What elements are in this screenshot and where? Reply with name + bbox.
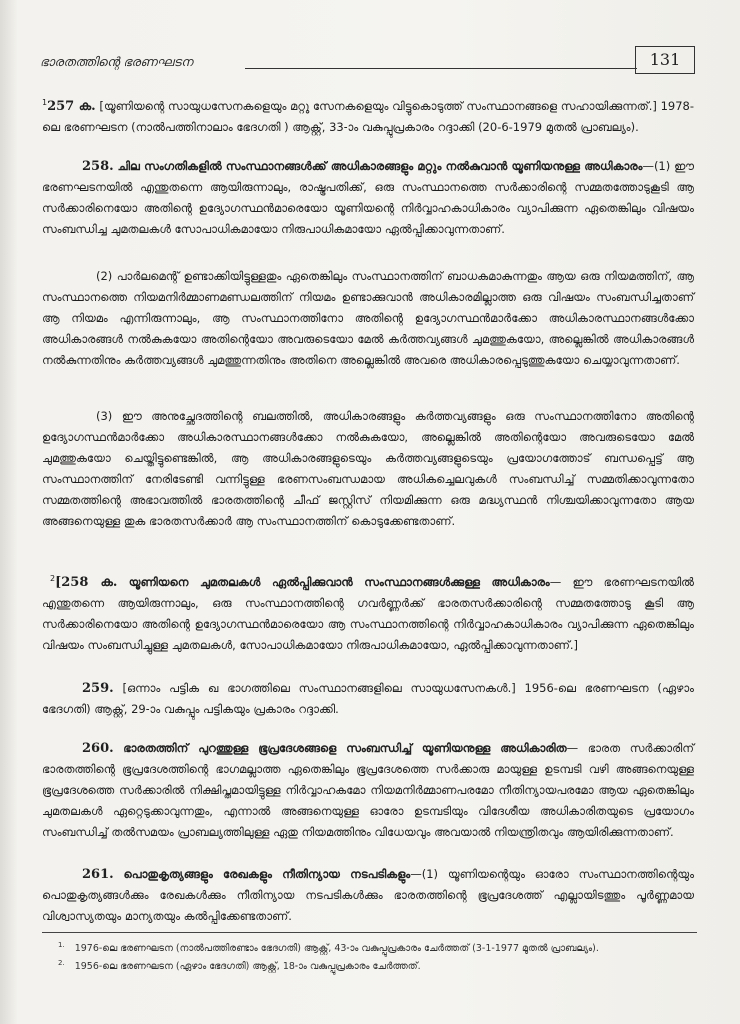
article-number: [258 ക. xyxy=(55,574,118,590)
article-258a xyxy=(42,568,694,656)
clause-text: (2) പാർലമെന്റ് ഉണ്ടാക്കിയിട്ടുള്ളതും ഏതെങ്കിലും സംസ്ഥാനത്തിന് ബാധകമാകുന്നതും ആയ ഒരു നിയമത്തിന്, ആ സംസ്ഥാനത്തെ നിയമനിർമ്മാണമണ്ഡലത്തിന് നിയമം ഉണ്ടാക്കുവാൻ അധികാരമില്ലാത്ത ഒരു വിഷയം സംബന്ധിച്ചതാണ് ആ നിയമം എന്നിരുന്നാലും, ആ സംസ്ഥാനത്തിനോ അതിന്റെ ഉദ്യോഗസ്ഥൻമാർക്കോ അധികാരസ്ഥാനങ്ങൾക്കോ അധികാരങ്ങൾ നൽകുകയോ അതിന്റെയോ അവരുടെയോ മേൽ കർത്തവ്യങ്ങൾ ചുമത്തുകയോ, അല്ലെങ്കിൽ അധികാരങ്ങൾ നൽകുന്നതിനും കർത്തവ്യങ്ങൾ ചുമത്തുന്നതിനും അതിനെ അല്ലെങ്കിൽ അവരെ അധികാരപ്പെടുത്തുകയോ ചെയ്യാവുന്നതാണ്. xyxy=(42,269,694,367)
article-number: 261. xyxy=(82,867,114,882)
clause-258-2 xyxy=(42,266,694,371)
running-head: ഭാരതത്തിന്റെ ഭരണഘടന xyxy=(40,54,193,69)
article-text: — ഭാരത സർക്കാരിന് ഭാരതത്തിന്റെ ഭൂപ്രദേശത്തിന്റെ ഭാഗമല്ലാത്ത ഏതെങ്കിലും ഭൂപ്രദേശത്തെ സർക്കാരു മായുള്ള ഉടമ്പടി വഴി അങ്ങനെയുള്ള ഭൂപ്രദേശത്തെ സർക്കാരിൽ നിക്ഷിപ്തമായിട്ടുള്ള നിർവ്വാഹകമോ നിയമനിർമ്മാണപരമോ നീതിന്യായപരമോ ആയ ഏതെങ്കിലും ചുമതലകൾ ഏറ്റെടുക്കാവുന്നതും, എന്നാൽ അങ്ങനെയുള്ള ഓരോ ഉടമ്പടിയും വിദേശീയ അധികാരിതയുടെ പ്രയോഗം സംബന്ധിച്ച് തൽസമയം പ്രാബല്യത്തിലുള്ള ഏതു നിയമത്തിനും വിധേയവും അവയാൽ നിയന്ത്രിതവും ആയിരിക്കുന്നതാണ്. xyxy=(42,741,695,839)
footnote-ref: 1 xyxy=(42,98,48,107)
article-number: 260. xyxy=(82,741,114,756)
article-text: —(1) ഈ ഭരണഘടനയിൽ എന്തുതന്നെ ആയിരുന്നാലും, രാഷ്ട്രപതിക്ക്, ഒരു സംസ്ഥാനത്തെ സർക്കാരിന്റെ സമ്മതത്തോടുകൂടി ആ സർക്കാരിനെയോ അതിന്റെ ഉദ്യോഗസ്ഥൻമാരെയോ യൂണിയന്റെ നിർവ്വാഹകാധികാരം വ്യാപിക്കുന്ന ഏതെങ്കിലും വിഷയം സംബന്ധിച്ച ചുമതലകൾ സോപാധികമായോ നിരുപാധികമായോ ഏൽപ്പിക്കാവുന്നതാണ്. xyxy=(42,159,695,236)
article-title: പൊതുകൃത്യങ്ങളും രേഖകളും നീതിന്യായ നടപടികളും xyxy=(123,867,411,881)
article-259 xyxy=(42,678,694,720)
article-text: [യൂണിയന്റെ സായുധസേനകളെയും മറ്റു സേനകളെയും വിട്ടുകൊടുത്ത് സംസ്ഥാനങ്ങളെ സഹായിക്കുന്നത്.] 1978-ലെ ഭരണഘടന (നാൽപത്തിനാലാം ഭേദഗതി ) ആക്റ്റ്, 33-ാം വകുപ്പുപ്രകാരം റദ്ദാക്കി (20-6-1979 മുതൽ പ്രാബല്യം). xyxy=(42,98,694,134)
footnote-mark: 1. xyxy=(58,941,65,949)
article-text: [ഒന്നാം പട്ടിക ഖ ഭാഗത്തിലെ സംസ്ഥാനങ്ങളിലെ സായുധസേനകൾ.] 1956-ലെ ഭരണഘടന (ഏഴാം ഭേദഗതി) ആക്റ്റ്, 29-ാം വകുപ്പും പട്ടികയും പ്രകാരം റദ്ദാക്കി. xyxy=(42,681,694,716)
header-rule xyxy=(245,68,637,69)
footnote-2 xyxy=(58,956,698,974)
article-257a xyxy=(42,92,694,138)
footnote-text: 1956-ലെ ഭരണഘടന (ഏഴാം ഭേദഗതി) ആക്റ്റ്, 18-ാം വകുപ്പുപ്രകാരം ചേർത്തത്. xyxy=(74,961,421,973)
footnote-ref: 2 xyxy=(50,574,56,583)
article-number: 257 ക. xyxy=(47,98,96,114)
article-number: 259. xyxy=(82,681,114,696)
article-260 xyxy=(42,738,694,843)
footnote-mark: 2. xyxy=(58,959,65,967)
footnote-1 xyxy=(58,938,698,956)
article-title: ഭാരതത്തിന് പുറത്തുള്ള ഭൂപ്രദേശങ്ങളെ സംബന്ധിച്ച് യൂണിയനുള്ള അധികാരിത xyxy=(123,741,567,755)
article-text: — ഈ ഭരണഘടനയിൽ എന്തുതന്നെ ആയിരുന്നാലും, ഒരു സംസ്ഥാനത്തിന്റെ ഗവർണ്ണർക്ക് ഭാരതസർക്കാരിന്റെ സമ്മതത്തോടു കൂടി ആ സർക്കാരിനെയോ അതിന്റെ ഉദ്യോഗസ്ഥൻമാരെയോ ആ സംസ്ഥാനത്തിന്റെ നിർവ്വാഹകാധികാരം വ്യാപിക്കുന്ന ഏതെങ്കിലും വിഷയം സംബന്ധിച്ചുള്ള ചുമതലകൾ, സോപാധികമായോ നിരുപാധികമായോ, ഏൽപ്പിക്കാവുന്നതാണ്.] xyxy=(42,574,694,652)
footnote-text: 1976-ലെ ഭരണഘടന (നാൽപത്തിരണ്ടാം ഭേദഗതി) ആക്റ്റ്, 43-ാം വകുപ്പുപ്രകാരം ചേർത്തത് (3-1-1977 മുതൽ പ്രാബല്യം). xyxy=(74,943,599,955)
clause-258-3 xyxy=(42,406,694,532)
page-header xyxy=(40,44,695,84)
article-title: യൂണിയനെ ചുമതലകൾ ഏൽപ്പിക്കുവാൻ സംസ്ഥാനങ്ങൾക്കുള്ള അധികാരം xyxy=(128,574,550,589)
clause-text: (3) ഈ അനുച്ഛേദത്തിന്റെ ബലത്തിൽ, അധികാരങ്ങളും കർത്തവ്യങ്ങളും ഒരു സംസ്ഥാനത്തിനോ അതിന്റെ ഉദ്യോഗസ്ഥൻമാർക്കോ അധികാരസ്ഥാനങ്ങൾക്കോ നൽകുകയോ, അല്ലെങ്കിൽ അതിന്റെയോ അവരുടെയോ മേൽ ചുമത്തുകയോ ചെയ്തിട്ടുണ്ടെങ്കിൽ, ആ അധികാരങ്ങളുടെയും കർത്തവ്യങ്ങളുടെയും പ്രയോഗത്തോട് ബന്ധപ്പെട്ട് ആ സംസ്ഥാനത്തിന് നേരിടേണ്ടി വന്നിട്ടുള്ള ഭരണസംബന്ധമായ അധികച്ചെലവുകൾ സംബന്ധിച്ച് സമ്മതിക്കാവുന്നതോ സമ്മതത്തിന്റെ അഭാവത്തിൽ ഭാരതത്തിന്റെ ചീഫ് ജസ്റ്റിസ് നിയമിക്കുന്ന ഒരു മദ്ധ്യസ്ഥൻ നിശ്ചയിക്കാവുന്നതോ ആയ അങ്ങനെയുള്ള തുക ഭാരതസർക്കാർ ആ സംസ്ഥാനത്തിന് കൊടുക്കേണ്ടതാണ്. xyxy=(42,409,694,528)
article-258 xyxy=(42,156,694,240)
footnote-rule xyxy=(42,932,697,933)
article-title: ചില സംഗതികളിൽ സംസ്ഥാനങ്ങൾക്ക് അധികാരങ്ങളും മറ്റും നൽകുവാൻ യൂണിയനുള്ള അധികാരം xyxy=(117,159,643,173)
article-261 xyxy=(42,864,694,927)
page-number: 131 xyxy=(635,46,695,74)
article-number: 258. xyxy=(82,159,114,174)
article-text: —(1) യൂണിയന്റെയും ഓരോ സംസ്ഥാനത്തിന്റെയും പൊതുകൃത്യങ്ങൾക്കും രേഖകൾക്കും നീതിന്യായ നടപടികൾക്കും ഭാരതത്തിന്റെ ഭൂപ്രദേശത്ത് എല്ലായിടത്തും പൂർണ്ണമായ വിശ്വാസ്യതയും മാന്യതയും കൽപ്പിക്കേണ്ടതാണ്. xyxy=(42,867,695,923)
